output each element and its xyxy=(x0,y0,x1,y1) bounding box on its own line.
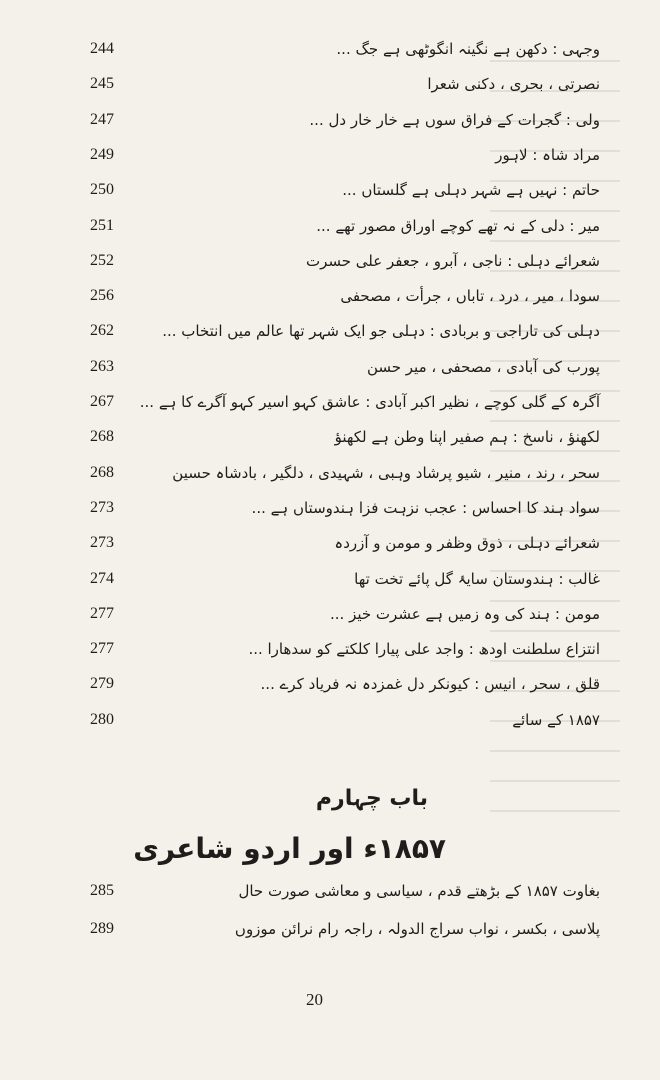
toc-page-number: 273 xyxy=(90,534,114,552)
toc-entry-title: سودا ، میر ، درد ، تاباں ، جرأت ، مصحفی xyxy=(340,287,600,306)
toc-page-number: 263 xyxy=(90,357,114,375)
toc-entry-title: پلاسی ، بکسر ، نواب سراج الدولہ ، راجہ رام نرائن موزوں xyxy=(234,920,600,938)
toc-page-number: 274 xyxy=(90,569,114,587)
toc-entry xyxy=(40,426,600,460)
toc-entry-title: وجہی : دکھن ہے نگینہ انگوٹھی ہے جگ ... xyxy=(336,40,600,58)
toc-page-number: 273 xyxy=(90,498,114,516)
toc-entry-title: بغاوت ۱۸۵۷ کے بڑھتے قدم ، سیاسی و معاشی صورت حال xyxy=(238,882,600,900)
toc-entry xyxy=(40,73,600,107)
toc-page-number: 256 xyxy=(90,287,114,305)
toc-entry xyxy=(40,391,600,425)
toc-entry-title: ولی : گجرات کے فراق سوں ہے خار خار دل ... xyxy=(309,110,600,129)
page-number: 20 xyxy=(306,990,323,1009)
toc-page-number: 247 xyxy=(90,110,114,128)
toc-entry xyxy=(40,179,600,213)
toc-page-number: 244 xyxy=(90,40,114,57)
toc-entry-title: مراد شاہ : لاہور xyxy=(495,145,600,164)
toc-page-number: 245 xyxy=(90,75,114,93)
toc-entry-title: سواد ہند کا احساس : عجب نزہت فزا ہندوستاں ہے ... xyxy=(251,498,600,517)
toc-entry xyxy=(40,250,600,284)
toc-page-number: 249 xyxy=(90,145,114,163)
chapter-label: باب چہارم xyxy=(315,786,428,811)
toc-page-number: 250 xyxy=(90,181,114,199)
toc-page-number: 251 xyxy=(90,216,114,234)
toc-entry-title: حاتم : نہیں ہے شہر دہلی ہے گلستاں ... xyxy=(342,181,600,200)
toc-entry xyxy=(40,38,600,72)
toc-entry xyxy=(40,144,600,178)
toc-entry xyxy=(40,497,600,531)
toc-entry xyxy=(40,532,600,566)
toc-entry xyxy=(40,462,600,496)
toc-entry-title: غالب : ہندوستان سایۂ گل پائے تخت تھا xyxy=(354,569,600,588)
toc-entry-title: شعرائے دہلی : ناجی ، آبرو ، جعفر علی حسرت xyxy=(305,251,600,270)
toc-entry-title: لکھنؤ ، ناسخ : ہم صفیر اپنا وطن ہے لکھنؤ xyxy=(334,428,600,447)
toc-entry xyxy=(40,285,600,319)
toc-entry-title: انتزاع سلطنت اودھ : واجد علی پیارا کلکتے کو سدھارا ... xyxy=(248,640,600,659)
toc-entry-title: پورب کی آبادی ، مصحفی ، میر حسن xyxy=(366,357,600,376)
toc-page-number: 277 xyxy=(90,640,114,658)
toc-page-number: 289 xyxy=(90,920,114,937)
toc-entry xyxy=(40,320,600,354)
toc-entry xyxy=(40,638,600,672)
toc-entry-title: نصرتی ، بحری ، دکنی شعرا xyxy=(427,75,600,94)
toc-entry xyxy=(40,568,600,602)
toc-entry xyxy=(40,673,600,707)
toc-entry-title: دہلی کی تاراجی و بربادی : دہلی جو ایک شہر تھا عالم میں انتخاب ... xyxy=(162,322,600,341)
toc-page-number: 267 xyxy=(90,393,114,410)
toc-entry xyxy=(40,709,600,743)
toc-entry-title: مومن : ہند کی وہ زمیں ہے عشرت خیز ... xyxy=(330,604,600,623)
toc-page-number: 262 xyxy=(90,322,114,340)
toc-page-number: 252 xyxy=(90,251,114,269)
toc-entry-title: میر : دلی کے نہ تھے کوچے اوراق مصور تھے ... xyxy=(316,216,600,235)
toc-entry xyxy=(40,109,600,143)
toc-page-number: 280 xyxy=(90,710,114,728)
toc-entry xyxy=(40,356,600,390)
toc-entry-title: آگرہ کے گلی کوچے ، نظیر اکبر آبادی : عاشق کہو اسیر کہو آگرے کا ہے ... xyxy=(139,393,600,411)
toc-entry-title: قلق ، سحر ، انیس : کیونکر دل غمزدہ نہ فریاد کرے ... xyxy=(260,675,600,694)
toc-entry xyxy=(40,603,600,637)
toc-entry xyxy=(40,880,600,914)
toc-page-number: 279 xyxy=(90,675,114,693)
toc-entry xyxy=(40,215,600,249)
toc-page-number: 268 xyxy=(90,463,114,481)
toc-page-number: 277 xyxy=(90,604,114,622)
toc-entry-title: سحر ، رند ، منیر ، شیو پرشاد وہبی ، شہیدی ، دلگیر ، بادشاہ حسین xyxy=(172,463,600,482)
toc-entry xyxy=(40,918,600,952)
toc-entry-title: ۱۸۵۷ کے سائے xyxy=(512,710,600,729)
toc-page-number: 268 xyxy=(90,428,114,446)
toc-entry-title: شعرائے دہلی ، ذوق وظفر و مومن و آزردہ xyxy=(334,534,600,553)
toc-page-number: 285 xyxy=(90,882,114,899)
chapter-title: ۱۸۵۷ء اور اردو شاعری xyxy=(133,832,446,865)
